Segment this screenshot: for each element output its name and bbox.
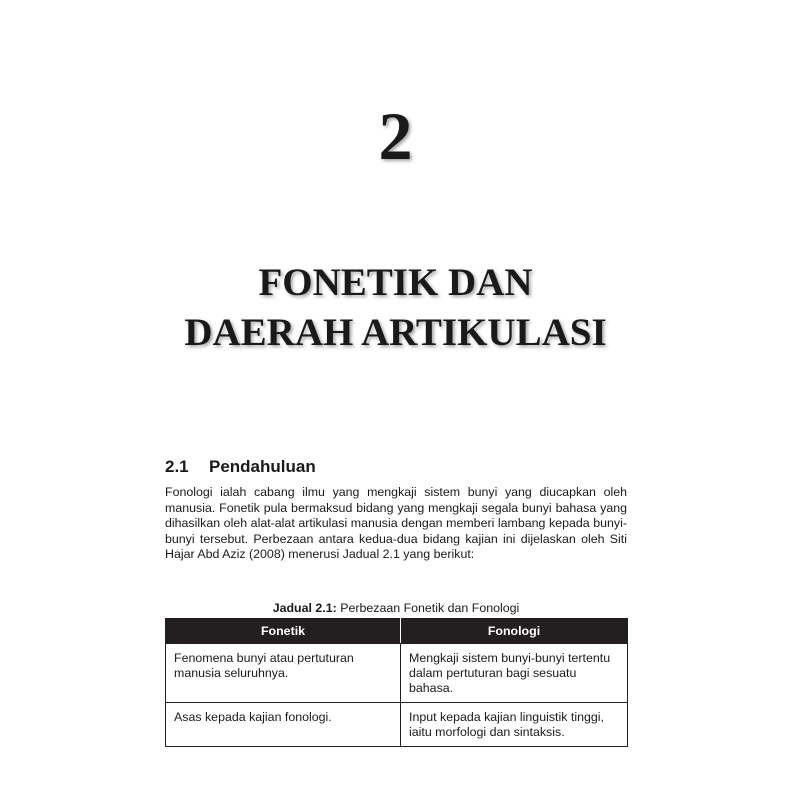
- section-number: 2.1: [165, 457, 189, 476]
- header-fonetik: Fonetik: [166, 619, 401, 644]
- header-fonologi: Fonologi: [401, 619, 628, 644]
- table-row: [166, 644, 628, 703]
- table-cell: Input kepada kajian linguistik tinggi, iaitu morfologi dan sintaksis.: [401, 703, 628, 747]
- table-caption: [165, 600, 627, 616]
- section-heading: [165, 456, 316, 478]
- table-header-row: [166, 619, 628, 644]
- section-title: Pendahuluan: [209, 457, 316, 476]
- chapter-title-line-2: DAERAH ARTIKULASI: [184, 311, 607, 354]
- table-caption-text: Perbezaan Fonetik dan Fonologi: [336, 601, 520, 615]
- chapter-title-line-1: FONETIK DAN: [258, 261, 533, 304]
- table-caption-label: Jadual 2.1:: [272, 601, 337, 615]
- table-cell: Fenomena bunyi atau pertuturan manusia seluruhnya.: [166, 644, 401, 703]
- intro-paragraph: Fonologi ialah cabang ilmu yang mengkaji sistem bunyi yang diucapkan oleh manusia. Fonetik pula bermaksud bidang yang mengkaji segala bunyi bahasa yang dihasilkan oleh alat-alat artikulasi manusia dengan memberi lambang kepada bunyi-bunyi tersebut. Perbezaan antara kedua-dua bidang kajian ini dijelaskan oleh Siti Hajar Abd Aziz (2008) menerusi Jadual 2.1 yang berikut:: [165, 485, 627, 561]
- table-row: [166, 703, 628, 747]
- table-cell: Mengkaji sistem bunyi-bunyi tertentu dalam pertuturan bagi sesuatu bahasa.: [401, 644, 628, 703]
- chapter-number: 2: [378, 98, 413, 174]
- chapter-title: [0, 258, 791, 358]
- comparison-table: [165, 618, 628, 747]
- table-cell: Asas kepada kajian fonologi.: [166, 703, 401, 747]
